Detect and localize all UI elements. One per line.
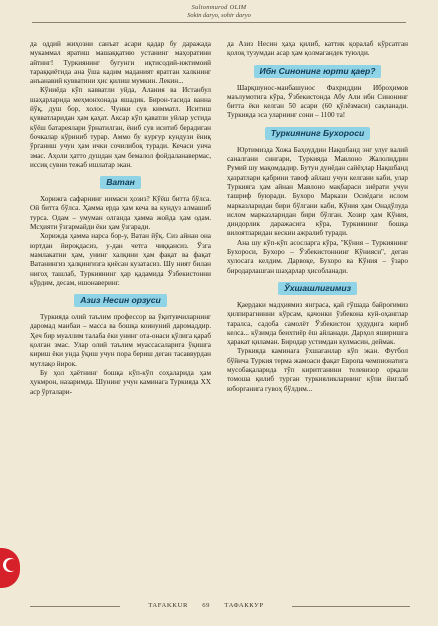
footer-journal-latin: TAFAKKUR	[148, 602, 188, 609]
paragraph: Қаердаки мадҳиямиз янграса, қай гўшада байроғимиз ҳилпирагнинни кўрсам, қачонки ўзбекона куй-оҳанглар таралса, садоба самолёт Ўзбекистон ҳудудига кириб келса... кўзимда беихтиёр ёш айланади. Дарҳол яширишга ҳаракат қиламан. Биродар устимдан кулмасин, деймак.	[227, 300, 408, 347]
paragraph: Туркияда каминага ўхшаганлар кўп экан. Футбол бўйича Туркия терма жамоаси фақат Европа чемпионатига мусобақаларида тўп киритганини телевизор орқали томоша қилиб турган туркияликларнинг кўпи йиғлаб юборганига гувоҳ бўлдим...	[227, 347, 408, 393]
footer-rule-left	[30, 606, 120, 607]
running-header	[0, 4, 438, 19]
header-rule	[32, 22, 406, 23]
crescent-icon	[3, 558, 17, 572]
footer-text	[122, 602, 290, 609]
paragraph: Юртимизда Хожа Баҳоуддин Нақшбанд энг улуғ валий саналгани сингари, Туркияда Мавлоно Жалолиддин Румий шу мақомдадир. Бутун дунёдан сайёҳлар Нақшбанд ҳазратлари қабрини тавоф айлаш учун келгани каби, улар Туркияга ҳам айнан Мавлоно мақбараси зиёрати учун ташриф буюради. Бухоро Маркази Осиёдаги ислом марказларидан бири бўлгани каби, Кўния ҳам Онадўлуда ислом марказларидан бири бўлган. Хозир ҳам Кўния, диндорлик даражасига кўра, Туркиянинг бошқа вилоятларидан кескин ажралиб туради.	[227, 145, 408, 238]
page-number: 69	[202, 602, 211, 609]
paragraph: Бу ҳол ҳаётнинг бошқа кўп-кўп соҳаларида ҳам ҳукмрон, назаримда. Шунинг учун каминага Туркияда XX аср ўрталари-	[30, 368, 211, 396]
header-author: Sultonmurod OLIM	[191, 4, 247, 11]
paragraph: да оддий жиҳозни санъат асари қадар бу даражада мукаммал яратиш машаққатию устанинг маҳоратини айтинг! Туркиянинг бугунги иқтисодий-ижтимоий тараққиётида ана ўша кадим маданият яратган халкнинг анъанавий кувватини ҳис қилиш мумкин. Лекин...	[30, 40, 211, 86]
section-heading-aziz-nesin: Азиз Несин орзуси	[74, 294, 167, 307]
right-column	[227, 40, 408, 394]
turkish-flag-icon	[0, 548, 20, 588]
section-heading-ibn-sino: Ибн Синонинг юрти қаер?	[254, 65, 382, 78]
footer-journal-cyrillic: ТАФАККУР	[224, 602, 264, 609]
footer-rule-right	[292, 606, 410, 607]
section-heading-similarity: Ўхшашлигимиз	[278, 282, 357, 295]
section-heading-turkiya-bukhoro: Туркиянинг Бухороси	[265, 127, 371, 140]
header-subtitle: Sokin daryo, sohir daryo	[187, 12, 251, 19]
paragraph: Туркияда олий таълим профессор ва ўқитувчиларнинг даромад манбаи – масса ва бошқа коинуний даромаддир. Ҳеч бир муаллим талаба ёки унинг ота-онаси қўлига қараб қолган змас. Улар олий таълим муассасаларига ўқишга кириш ёки унда ўқиш учун пора бериш деган тасаввурдан мутлақо йирок.	[30, 313, 211, 368]
paragraph: Хорижда ҳамма нарса бор-у, Ватан йўқ. Сиз айнан она юртдан йироқдасиз, у-дан четга чиққансиз. Ўзга мамлакатни ҳам, унинг халқини ҳам фақат ва фақат Ватанингиз ҳалқингизга қиёсан кузатасиз. Шу ният билан нигоҳ ташлаб, Туркиянинг ҳар қадамида Ўзбекистонни кўрдим, десам, ишонаверинг.	[30, 232, 211, 287]
paragraph: Шарқшунос-манбашунос Фахриддин Иброҳимов маълумотига кўра, Ўзбекистонда Абу Али ибн Синонинг битта ёки келган 50 асари (60 қўлёзмаси) сақланади. Туркияда эса уларнинг сони – 1100 та!	[227, 83, 408, 120]
section-heading-vatan: Ватан	[100, 176, 141, 189]
paragraph: Ана шу кўп-кўп асосларга кўра, "Кўния – Туркиянинг Бухороси, Бухоро – Ўзбекистоннинг Кўнияси", деган хулосага келдим. Дарвоқе, Бухоро ва Кўния – ўзаро биродарлашган шаҳарлар ҳисобланади.	[227, 238, 408, 275]
running-footer	[0, 600, 438, 614]
left-column	[30, 40, 211, 397]
paragraph: Кўниёда кўп кавватли уйда, Алания ва Истанбул шаҳарларида меҳмонхонада яшадик. Бирон-тасида ванна йўқ, душ бор, холос. Чунки сув кимматл. Иситиш қувватларидан ҳам қаҳат. Аксар кўп қаватли уйлар устида кўёш батареялари ўрнатилган, ёниб сув иситиб берадиган бочкалар кўриниб турар. Аммо бу курғур кундузи ёниқ ўрганиш учун ҳам ички сочилибоқ туради. Кечаси унча змас. Аҳоли ҳатто душдан ҳам бемалол фойдаланавермас, иссиқ сувни тежаб ишлатар экан.	[30, 86, 211, 169]
paragraph: да Азиз Несин ҳаҳа қилиб, каттик қоралаб кўрсатган қолоқ тузумдан асар ҳам қолмагандек туюлди.	[227, 40, 408, 58]
paragraph: Хорижга сафарнинг нимаси ҳозиз? Кўёш битта бўлса. Ой битта бўлса. Ҳамма ерда ҳам кеча ва кундуз алмашиб турса. Одам – умуман олганда ҳамма жойда ҳам одам. Мсҳияти ўзгармайди ёки ҳам ўзгаради.	[30, 195, 211, 232]
